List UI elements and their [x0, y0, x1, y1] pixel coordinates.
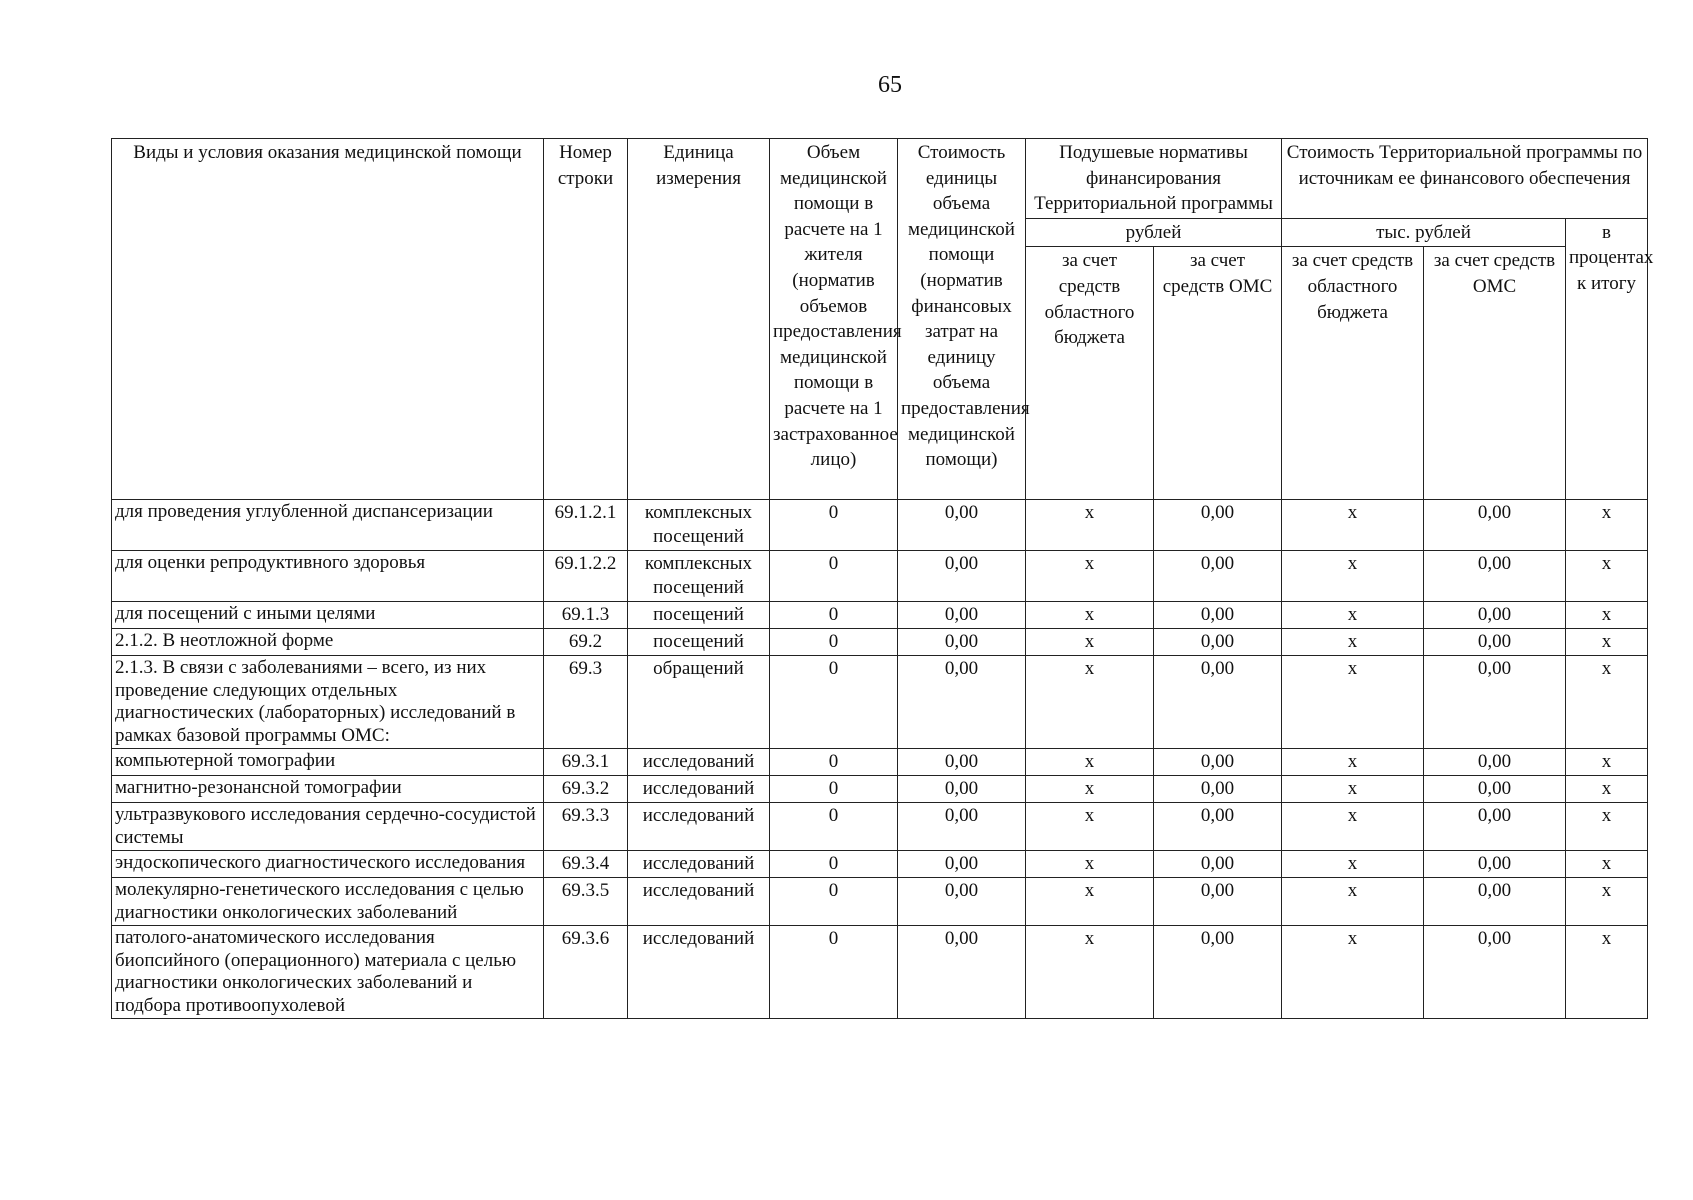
row-code: 69.3.5 — [544, 878, 628, 926]
row-norm-regional: x — [1026, 602, 1154, 629]
header-norm-oms: за счет средств ОМС — [1154, 247, 1282, 500]
row-cost-regional: x — [1282, 629, 1424, 656]
row-name: 2.1.2. В неотложной форме — [112, 629, 544, 656]
row-unit: исследований — [628, 878, 770, 926]
row-cost-regional: x — [1282, 878, 1424, 926]
row-norm-regional: x — [1026, 878, 1154, 926]
row-unit: исследований — [628, 803, 770, 851]
row-percent: x — [1566, 926, 1648, 1019]
header-thousand-rubles: тыс. рублей — [1282, 218, 1566, 247]
row-norm-oms: 0,00 — [1154, 851, 1282, 878]
row-norm-regional: x — [1026, 656, 1154, 749]
row-unit: исследований — [628, 749, 770, 776]
row-volume: 0 — [770, 749, 898, 776]
row-cost-oms: 0,00 — [1424, 851, 1566, 878]
row-norm-regional: x — [1026, 629, 1154, 656]
row-cost-regional: x — [1282, 803, 1424, 851]
row-code: 69.1.2.1 — [544, 500, 628, 551]
row-unit: исследований — [628, 776, 770, 803]
row-name: эндоскопического диагностического исследования — [112, 851, 544, 878]
row-code: 69.2 — [544, 629, 628, 656]
row-volume: 0 — [770, 500, 898, 551]
row-volume: 0 — [770, 551, 898, 602]
header-service-type: Виды и условия оказания медицинской помощи — [112, 139, 544, 500]
row-norm-regional: x — [1026, 749, 1154, 776]
row-cost: 0,00 — [898, 629, 1026, 656]
row-norm-oms: 0,00 — [1154, 749, 1282, 776]
row-cost-oms: 0,00 — [1424, 629, 1566, 656]
row-cost-oms: 0,00 — [1424, 551, 1566, 602]
header-row-number: Номер строки — [544, 139, 628, 500]
table-row — [112, 878, 1648, 926]
row-name: магнитно-резонансной томографии — [112, 776, 544, 803]
row-code: 69.3 — [544, 656, 628, 749]
financing-table — [111, 138, 1654, 1019]
row-code: 69.1.3 — [544, 602, 628, 629]
table-row — [112, 602, 1648, 629]
table-body — [112, 500, 1648, 1019]
row-cost-oms: 0,00 — [1424, 500, 1566, 551]
row-cost: 0,00 — [898, 926, 1026, 1019]
row-cost-oms: 0,00 — [1424, 776, 1566, 803]
row-cost-regional: x — [1282, 551, 1424, 602]
row-norm-oms: 0,00 — [1154, 602, 1282, 629]
row-percent: x — [1566, 851, 1648, 878]
row-volume: 0 — [770, 878, 898, 926]
table-row — [112, 803, 1648, 851]
row-cost-regional: x — [1282, 602, 1424, 629]
row-volume: 0 — [770, 803, 898, 851]
row-percent: x — [1566, 803, 1648, 851]
row-volume: 0 — [770, 851, 898, 878]
row-unit: комплексных посещений — [628, 500, 770, 551]
row-cost: 0,00 — [898, 500, 1026, 551]
table-row — [112, 776, 1648, 803]
row-unit: посещений — [628, 602, 770, 629]
row-norm-oms: 0,00 — [1154, 656, 1282, 749]
row-name: ультразвукового исследования сердечно-сосудистой системы — [112, 803, 544, 851]
header-unit: Единица измерения — [628, 139, 770, 500]
row-name: компьютерной томографии — [112, 749, 544, 776]
row-norm-oms: 0,00 — [1154, 878, 1282, 926]
row-cost-regional: x — [1282, 749, 1424, 776]
table-row — [112, 500, 1648, 551]
header-rubles: рублей — [1026, 218, 1282, 247]
row-cost: 0,00 — [898, 776, 1026, 803]
table-row — [112, 749, 1648, 776]
row-norm-oms: 0,00 — [1154, 776, 1282, 803]
row-name: молекулярно-генетического исследования с целью диагностики онкологических заболеваний — [112, 878, 544, 926]
row-cost-oms: 0,00 — [1424, 602, 1566, 629]
row-volume: 0 — [770, 602, 898, 629]
table-row — [112, 551, 1648, 602]
row-cost-regional: x — [1282, 500, 1424, 551]
row-volume: 0 — [770, 926, 898, 1019]
row-code: 69.3.6 — [544, 926, 628, 1019]
row-cost-oms: 0,00 — [1424, 878, 1566, 926]
table-row — [112, 926, 1648, 1019]
row-cost: 0,00 — [898, 803, 1026, 851]
row-norm-regional: x — [1026, 500, 1154, 551]
header-program-cost: Стоимость Территориальной программы по источникам ее финансового обеспечения — [1282, 139, 1648, 219]
row-unit: комплексных посещений — [628, 551, 770, 602]
row-cost: 0,00 — [898, 656, 1026, 749]
row-unit: исследований — [628, 851, 770, 878]
row-name: для оценки репродуктивного здоровья — [112, 551, 544, 602]
row-code: 69.3.3 — [544, 803, 628, 851]
row-unit: исследований — [628, 926, 770, 1019]
row-code: 69.3.2 — [544, 776, 628, 803]
row-cost: 0,00 — [898, 851, 1026, 878]
row-norm-regional: x — [1026, 776, 1154, 803]
header-volume: Объем медицинской помощи в расчете на 1 жителя (норматив объемов предоставления медицинской помощи в расчете на 1 застрахованное лицо) — [770, 139, 898, 500]
row-norm-regional: x — [1026, 803, 1154, 851]
header-percent: в процентах к итогу — [1566, 218, 1648, 500]
row-volume: 0 — [770, 656, 898, 749]
row-unit: обращений — [628, 656, 770, 749]
row-volume: 0 — [770, 629, 898, 656]
row-code: 69.1.2.2 — [544, 551, 628, 602]
page-number: 65 — [878, 72, 902, 98]
row-norm-oms: 0,00 — [1154, 500, 1282, 551]
row-code: 69.3.4 — [544, 851, 628, 878]
row-cost-oms: 0,00 — [1424, 803, 1566, 851]
row-code: 69.3.1 — [544, 749, 628, 776]
row-norm-oms: 0,00 — [1154, 803, 1282, 851]
row-name: 2.1.3. В связи с заболеваниями – всего, из них проведение следующих отдельных диагностических (лабораторных) исследований в рамках базовой программы ОМС: — [112, 656, 544, 749]
row-percent: x — [1566, 629, 1648, 656]
row-norm-oms: 0,00 — [1154, 551, 1282, 602]
header-norm-regional: за счет средств областного бюджета — [1026, 247, 1154, 500]
row-cost-regional: x — [1282, 851, 1424, 878]
row-norm-regional: x — [1026, 551, 1154, 602]
header-cost-regional: за счет средств областного бюджета — [1282, 247, 1424, 500]
row-name: патолого-анатомического исследования биопсийного (операционного) материала с целью диагностики онкологических заболеваний и подбора противоопухолевой — [112, 926, 544, 1019]
header-unit-cost: Стоимость единицы объема медицинской помощи (норматив финансовых затрат на единицу объема предоставления медицинской помощи) — [898, 139, 1026, 500]
row-percent: x — [1566, 551, 1648, 602]
row-cost: 0,00 — [898, 551, 1026, 602]
row-cost-oms: 0,00 — [1424, 926, 1566, 1019]
row-name: для проведения углубленной диспансеризации — [112, 500, 544, 551]
row-cost-regional: x — [1282, 926, 1424, 1019]
row-norm-regional: x — [1026, 851, 1154, 878]
row-percent: x — [1566, 656, 1648, 749]
table-row — [112, 656, 1648, 749]
row-percent: x — [1566, 776, 1648, 803]
row-cost-regional: x — [1282, 656, 1424, 749]
row-cost: 0,00 — [898, 878, 1026, 926]
row-cost-regional: x — [1282, 776, 1424, 803]
table-row — [112, 629, 1648, 656]
row-percent: x — [1566, 602, 1648, 629]
row-cost-oms: 0,00 — [1424, 749, 1566, 776]
table-row — [112, 851, 1648, 878]
row-percent: x — [1566, 749, 1648, 776]
row-norm-oms: 0,00 — [1154, 629, 1282, 656]
row-cost: 0,00 — [898, 602, 1026, 629]
row-cost-oms: 0,00 — [1424, 656, 1566, 749]
row-volume: 0 — [770, 776, 898, 803]
header-per-capita-norms: Подушевые нормативы финансирования Территориальной программы — [1026, 139, 1282, 219]
row-name: для посещений с иными целями — [112, 602, 544, 629]
row-percent: x — [1566, 500, 1648, 551]
row-unit: посещений — [628, 629, 770, 656]
header-cost-oms: за счет средств ОМС — [1424, 247, 1566, 500]
table-header — [112, 139, 1654, 500]
document-table-wrapper — [111, 138, 1654, 1019]
row-percent: x — [1566, 878, 1648, 926]
row-norm-oms: 0,00 — [1154, 926, 1282, 1019]
row-norm-regional: x — [1026, 926, 1154, 1019]
row-cost: 0,00 — [898, 749, 1026, 776]
